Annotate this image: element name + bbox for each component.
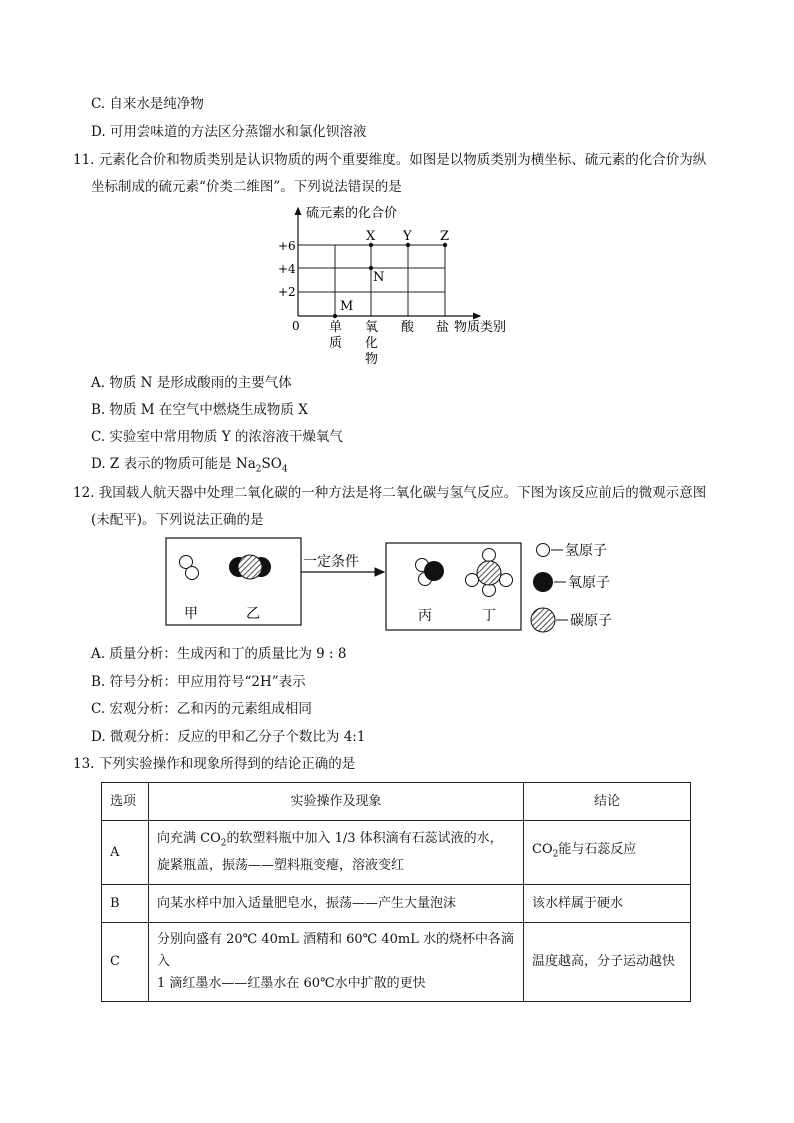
point-x-label: X xyxy=(366,229,376,244)
row-a-option: A xyxy=(102,821,149,885)
xcat-acid: 酸 xyxy=(401,320,415,335)
legend-c-icon xyxy=(531,608,555,632)
valence-class-chart xyxy=(270,200,530,368)
row-a-operation: 向充满 $CO_2$的软塑料瓶中加入 1/3 体积滴有石蕊试液的水， 旋紧瓶盖，振荡——塑料瓶变瘪，溶液变红 xyxy=(149,821,524,885)
legend-c-label: 碳原子 xyxy=(570,613,612,629)
q11-option-a: A. 物质 N 是形成酸雨的主要气体 xyxy=(91,375,292,391)
label-ding: 丁 xyxy=(482,608,496,624)
q10-option-c: C. 自来水是纯净物 xyxy=(91,96,204,112)
legend xyxy=(531,543,612,632)
table-row-a xyxy=(102,821,691,885)
label-jia: 甲 xyxy=(184,606,198,622)
q12-stem-line1: 12. 我国载人航天器中处理二氧化碳的一种方法是将二氧化碳与氢气反应。下图为该反应前后的微观示意图 xyxy=(73,485,707,501)
q10-option-d: D. 可用尝味道的方法区分蒸馏水和氯化钡溶液 xyxy=(91,124,367,140)
table-row-c xyxy=(102,923,691,1002)
q12-option-c: C. 宏观分析：乙和丙的元素组成相同 xyxy=(91,701,312,717)
q11-option-b: B. 物质 M 在空气中燃烧生成物质 X xyxy=(91,402,308,418)
xcat-oxide: 氧 xyxy=(365,320,379,335)
legend-h-label: 氢原子 xyxy=(565,543,607,559)
origin-label: 0 xyxy=(292,319,300,333)
legend-o-label: 氧原子 xyxy=(568,575,610,591)
xcat-salt: 盐 xyxy=(436,320,450,335)
q11-stem-line2: 坐标制成的硫元素“价类二维图”。下列说法错误的是 xyxy=(91,179,402,195)
q13-table xyxy=(101,782,691,1002)
header-conclusion: 结论 xyxy=(524,783,691,821)
q11-stem-line1: 11. 元素化合价和物质类别是认识物质的两个重要维度。如图是以物质类别为横坐标、硫元素的化合价为纵 xyxy=(73,152,707,168)
point-y-label: Y xyxy=(403,229,412,244)
ytick-6: +6 xyxy=(278,239,296,253)
table-row-b xyxy=(102,885,691,923)
label-bing: 丙 xyxy=(418,608,432,624)
header-option: 选项 xyxy=(102,783,149,821)
co2-molecule xyxy=(229,555,271,579)
y-axis-label: 硫元素的化合价 xyxy=(306,206,398,221)
xcat-oxide-2: 化 xyxy=(365,336,379,351)
q12-option-a: A. 质量分析：生成丙和丁的质量比为 9 : 8 xyxy=(91,646,347,662)
legend-o-icon xyxy=(533,572,553,592)
ytick-4: +4 xyxy=(278,262,296,276)
q12-option-d: D. 微观分析：反应的甲和乙分子个数比为 4:1 xyxy=(91,729,366,745)
point-m-label: M xyxy=(340,299,354,314)
row-b-option: B xyxy=(102,885,149,923)
x-axis-label: 物质类别 xyxy=(454,320,507,335)
ytick-2: +2 xyxy=(278,285,296,299)
products-box xyxy=(386,543,521,630)
row-a-conclusion: $CO_2$能与石蕊反应 xyxy=(524,821,691,885)
q12-option-b: B. 符号分析：甲应用符号“2H”表示 xyxy=(91,674,306,690)
row-c-conclusion: 温度越高，分子运动越快 xyxy=(524,923,691,1002)
chart-grid xyxy=(298,245,445,316)
xcat-oxide-3: 物 xyxy=(365,352,379,367)
point-n-label: N xyxy=(373,270,385,285)
reaction-micro-diagram xyxy=(160,534,640,638)
row-b-conclusion: 该水样属于硬水 xyxy=(524,885,691,923)
q11-option-d: D. Z 表示的物质可能是 $Na_2SO_4$ xyxy=(91,456,288,475)
xcat-elemental: 单 xyxy=(329,320,343,335)
q11-option-c: C. 实验室中常用物质 Y 的浓溶液干燥氧气 xyxy=(91,429,343,445)
row-b-operation: 向某水样中加入适量肥皂水，振荡——产生大量泡沫 xyxy=(149,885,524,923)
row-c-operation: 分别向盛有 20℃ 40mL 酒精和 60℃ 40mL 水的烧杯中各滴入 1 滴红墨水——红墨水在 60℃水中扩散的更快 xyxy=(149,923,524,1002)
row-c-option: C xyxy=(102,923,149,1002)
reaction-condition: 一定条件 xyxy=(303,554,359,570)
table-header-row xyxy=(102,783,691,821)
legend-h-icon xyxy=(537,544,550,557)
xcat-elemental-2: 质 xyxy=(329,336,343,351)
label-yi: 乙 xyxy=(246,606,260,622)
point-z-label: Z xyxy=(440,229,450,244)
header-operation: 实验操作及现象 xyxy=(149,783,524,821)
point-m xyxy=(333,314,337,318)
q12-stem-line2: (未配平)。下列说法正确的是 xyxy=(91,512,264,528)
q13-stem: 13. 下列实验操作和现象所得到的结论正确的是 xyxy=(73,756,356,772)
